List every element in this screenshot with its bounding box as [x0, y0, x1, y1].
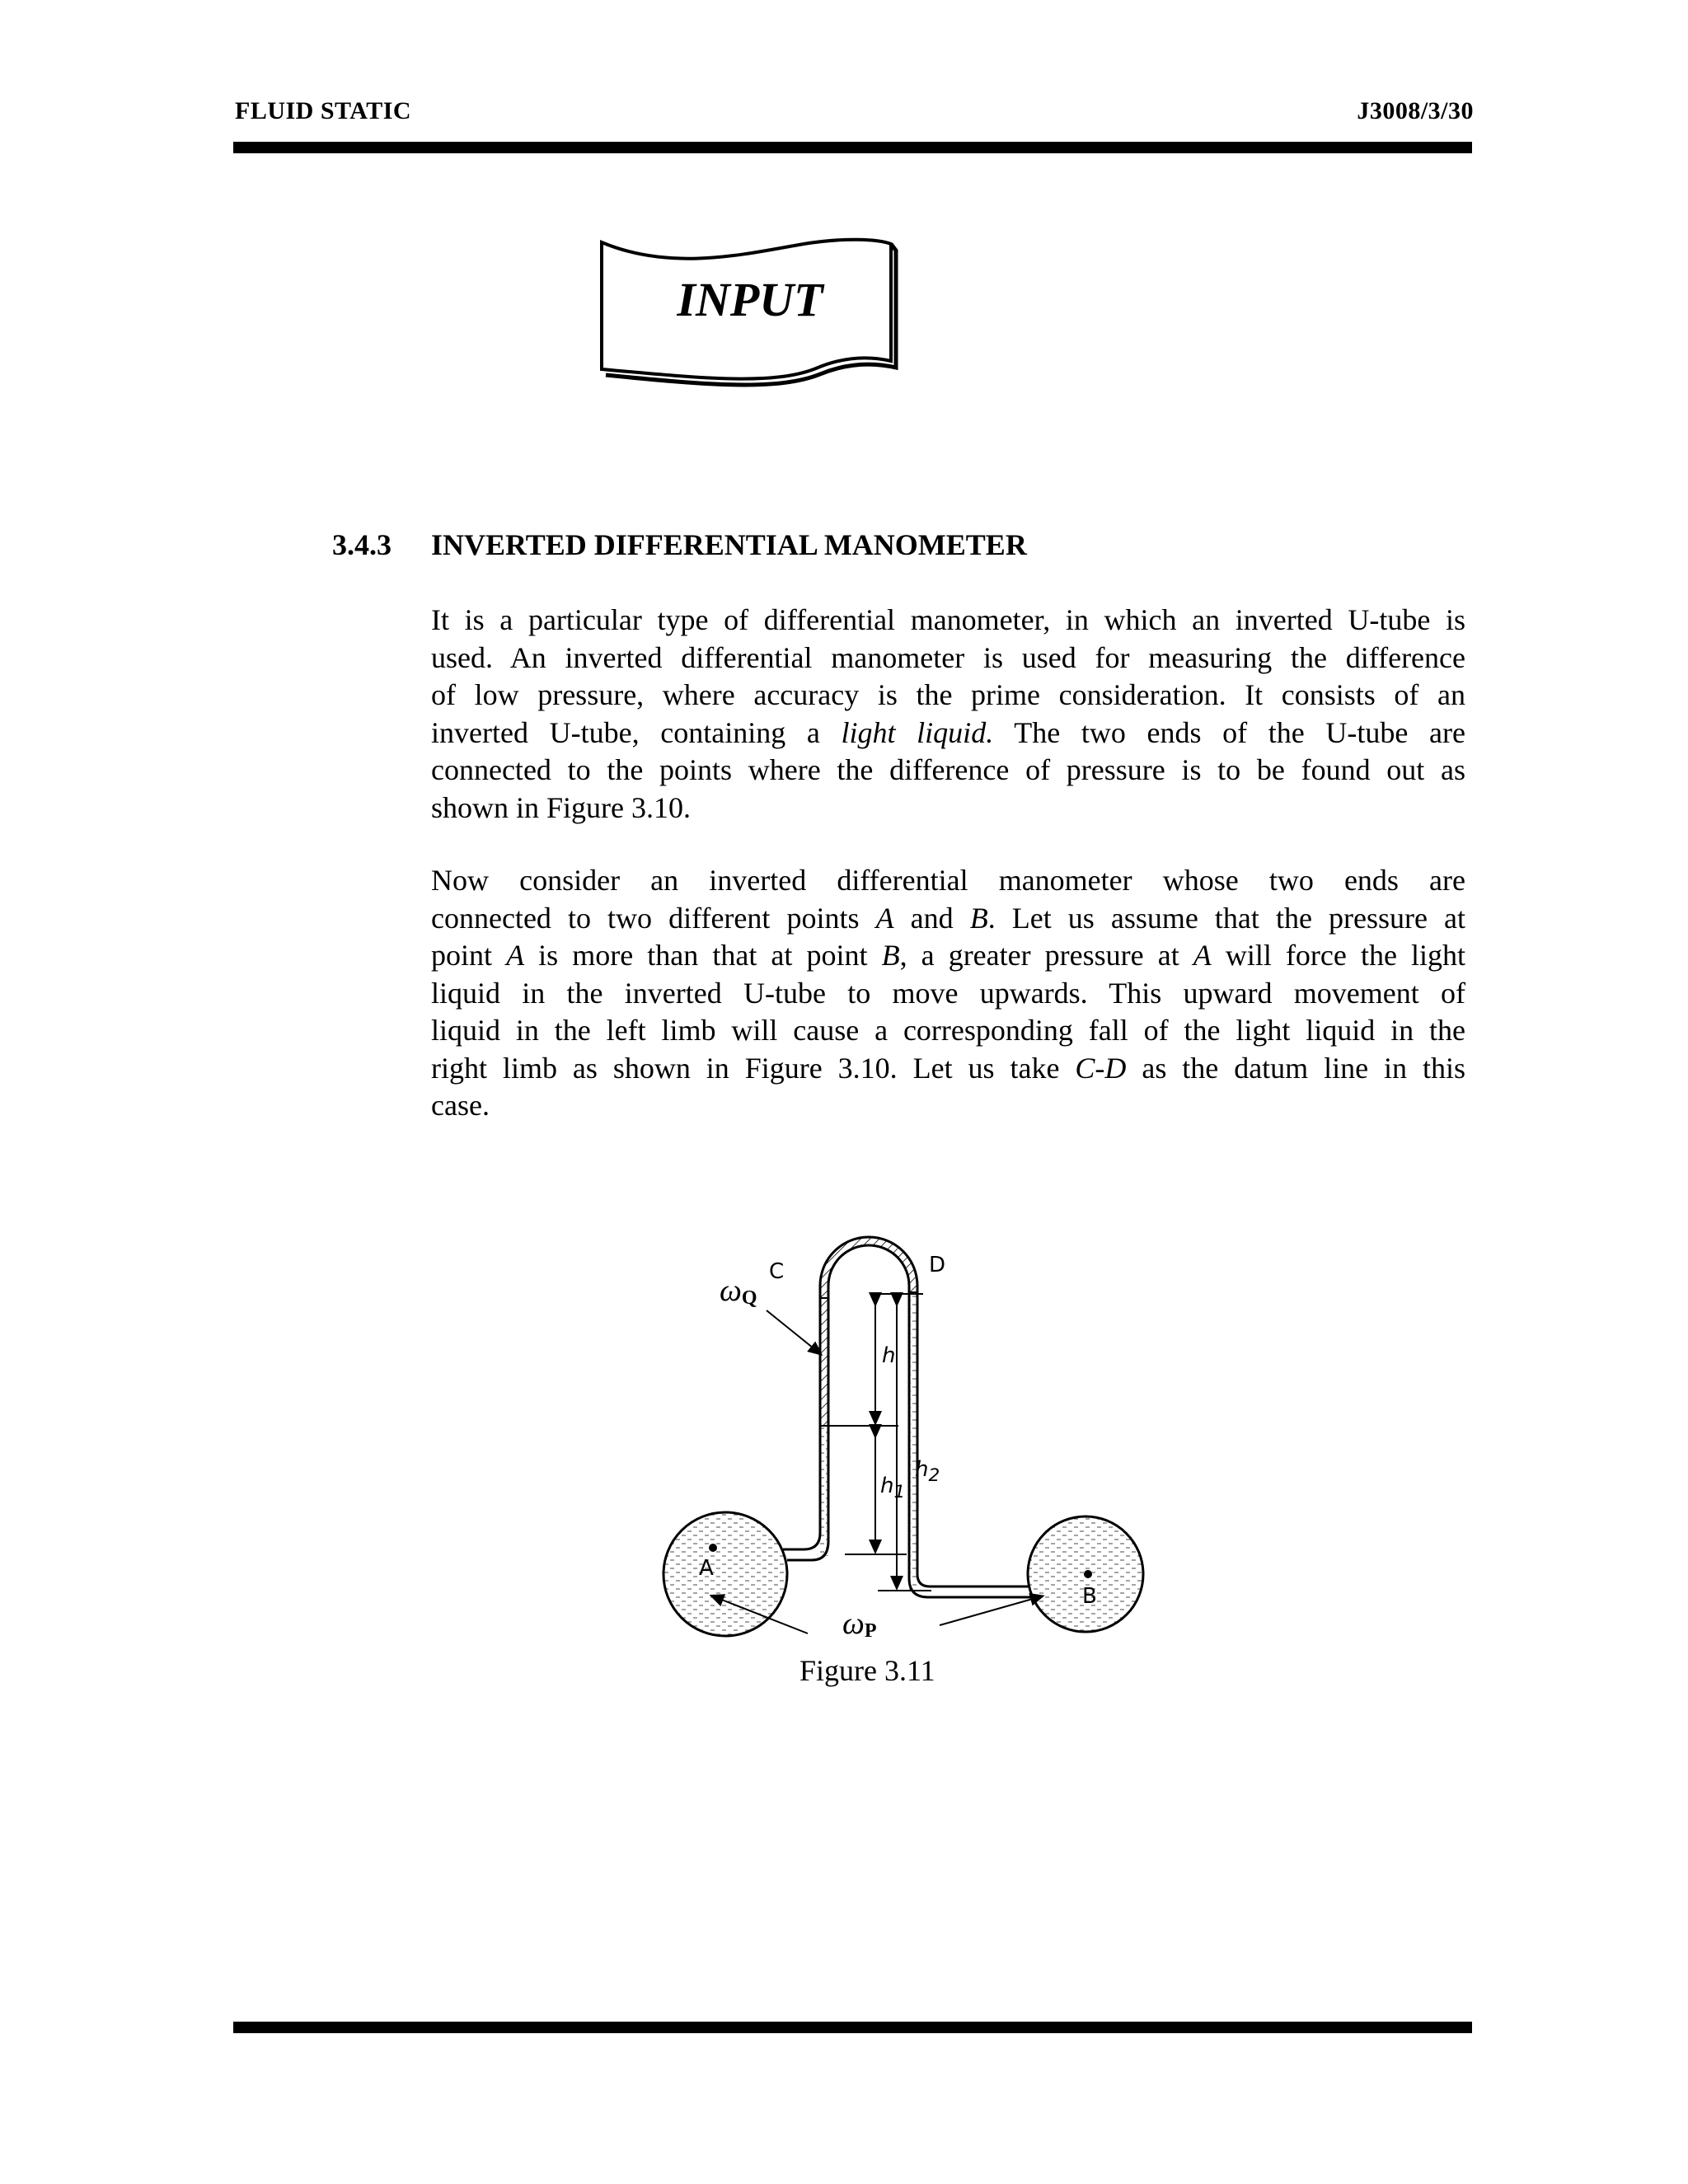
label-c: C [769, 1259, 785, 1284]
leader-omega-q [767, 1310, 818, 1352]
text-line: Now consider an inverted differential manometer whose two ends are [431, 864, 1465, 897]
label-h1-sub: 1 [893, 1482, 906, 1503]
figure-caption: Figure 3.11 [799, 1654, 935, 1687]
text-span: The two ends of the U-tube are [1014, 715, 1466, 749]
text-span: is more than that at point [538, 939, 868, 972]
label-b: B [1082, 1584, 1097, 1609]
label-h2 [915, 1457, 940, 1486]
running-header-title: FLUID STATIC [235, 97, 412, 124]
label-h: h [882, 1343, 896, 1368]
label-omega-p [842, 1605, 877, 1643]
text-line: liquid in the inverted U-tube to move upwards. This upward movement of [431, 976, 1465, 1010]
text-span: as the datum line in this [1142, 1051, 1466, 1085]
section-heading [332, 527, 1027, 562]
omega-q-subscript: Q [741, 1287, 757, 1309]
label-h1-base: h [880, 1474, 894, 1498]
datum-line-ref: C-D [1075, 1051, 1127, 1085]
inverted-u-tube [783, 1237, 1030, 1586]
banner-label: INPUT [677, 273, 823, 326]
text-line: liquid in the left limb will cause a corresponding fall of the light liquid in the [431, 1014, 1465, 1047]
point-b-ref: B [969, 901, 988, 935]
text-line: It is a particular type of differential manometer, in which an inverted U-tube is [431, 603, 1465, 636]
point-a [709, 1544, 717, 1552]
manometer-figure [635, 1203, 1162, 1648]
header-rule [233, 142, 1472, 153]
text-span: and [910, 901, 954, 935]
text-line: connected to the points where the difference of pressure is to be found out as [431, 753, 1465, 786]
point-a-ref: A [1193, 939, 1212, 972]
paragraph-intro [431, 602, 1465, 827]
point-a-ref: A [875, 901, 894, 935]
label-d: D [929, 1253, 946, 1277]
footer-rule [233, 2022, 1472, 2033]
label-h1 [880, 1474, 905, 1502]
paragraph-explanation [431, 862, 1465, 1125]
text-span: connected to two different points [431, 901, 860, 935]
text-line [431, 937, 1465, 975]
manometer-diagram [635, 1203, 1162, 1648]
text-span: inverted U-tube, containing a [431, 715, 820, 749]
text-line [431, 1050, 1465, 1088]
omega-p-subscript: P [864, 1620, 877, 1642]
section-number: 3.4.3 [332, 528, 392, 561]
omega-symbol: ω [842, 1606, 865, 1641]
point-b-ref: B [881, 939, 900, 972]
text-span: , a greater pressure at [899, 939, 1179, 972]
text-span: will force the light [1225, 939, 1466, 972]
label-h2-sub: 2 [928, 1465, 940, 1487]
omega-symbol: ω [720, 1273, 742, 1308]
emphasis-light-liquid: light liquid. [841, 715, 994, 749]
text-line [431, 900, 1465, 938]
label-omega-q [720, 1272, 757, 1310]
label-h2-base: h [915, 1457, 929, 1482]
point-a-ref: A [506, 939, 525, 972]
text-line: used. An inverted differential manometer is used for measuring the difference [431, 640, 1465, 674]
section-title: INVERTED DIFFERENTIAL MANOMETER [431, 528, 1027, 561]
text-span: . Let us assume that the pressure at [987, 901, 1466, 935]
text-span: right limb as shown in Figure 3.10. Let us take [431, 1051, 1060, 1085]
label-a: A [699, 1556, 714, 1581]
leader-omega-p-right [940, 1597, 1039, 1625]
point-b [1084, 1570, 1092, 1578]
text-line: of low pressure, where accuracy is the prime consideration. It consists of an [431, 678, 1465, 711]
running-header-page-code: J3008/3/30 [1357, 97, 1474, 124]
text-line: shown in Figure 3.10. [431, 790, 691, 824]
text-line: case. [431, 1089, 490, 1122]
text-span: point [431, 939, 493, 972]
text-line [431, 715, 1465, 752]
